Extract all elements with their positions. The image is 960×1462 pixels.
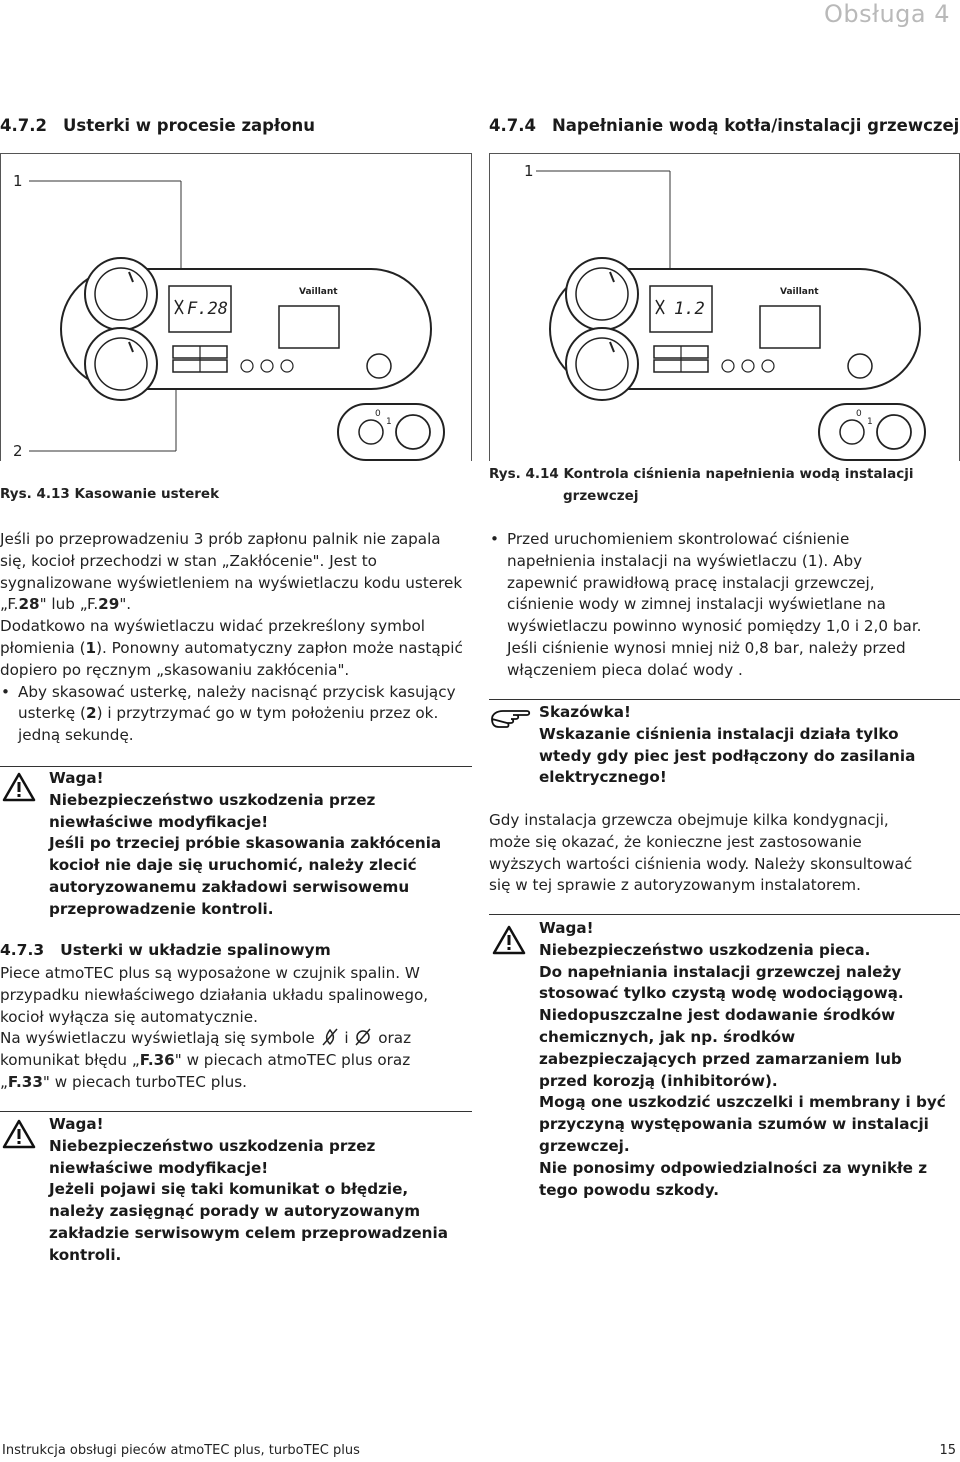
callout-1: 1 [13, 172, 23, 190]
hint-box: Skazówka! Wskazanie ciśnienia instalacji działa tylko wtedy gdy piec jest podłączony do zasilania elektrycznego! [539, 702, 959, 789]
reset-button[interactable] [877, 415, 911, 449]
switch-label-1: 1 [386, 417, 392, 427]
section-heading-4-7-3: 4.7.3 Usterki w układzie spalinowym [0, 941, 331, 959]
figure-caption-4-14-line1: Rys. 4.14 Kontrola ciśnienia napełnienia wodą instalacji [489, 466, 914, 482]
divider [489, 699, 960, 700]
hint-label: Skazówka! [539, 703, 631, 721]
switch-label-0: 0 [375, 409, 381, 419]
p-icon [281, 360, 293, 372]
divider [0, 1111, 472, 1112]
brand-logo: Vaillant [299, 287, 338, 297]
figure-caption-4-14-line2: grzewczej [563, 488, 639, 504]
section-number: 4.7.2 [0, 116, 47, 135]
section-heading-4-7-2 [0, 116, 315, 135]
switch-label-0: 0 [856, 409, 862, 419]
pressure-knob[interactable] [367, 354, 391, 378]
boiler-panel-illustration [1, 154, 473, 462]
f-icon [742, 360, 754, 372]
divider [0, 766, 472, 767]
warning-label: Waga! [49, 1115, 104, 1133]
screen-window [279, 306, 339, 348]
chapter-title: Obsługa 4 [824, 0, 950, 28]
main-switch[interactable] [840, 420, 864, 444]
warning-box-1: Waga! Niebezpieczeństwo uszkodzenia przez niewłaściwe modyfikacje! Jeśli po trzeciej próbie skasowania zakłócenia kocioł nie daje się uruchomić, należy zlecić autoryzowanemu zakładowi serwisowemu przeprowadzenie kontroli. [49, 768, 469, 921]
section-title: Napełnianie wodą kotła/instalacji grzewczej [551, 116, 960, 135]
boiler-panel-illustration [490, 154, 960, 462]
i-icon [722, 360, 734, 372]
figure-reset-fault [0, 153, 472, 461]
page-number: 15 [939, 1443, 956, 1458]
section-heading-4-7-4 [489, 116, 959, 135]
warning-triangle-icon [2, 772, 36, 802]
divider [489, 914, 960, 915]
warning-triangle-icon [492, 925, 526, 955]
callout-1: 1 [524, 162, 534, 180]
brand-logo: Vaillant [780, 287, 819, 297]
main-switch[interactable] [359, 420, 383, 444]
i-icon [241, 360, 253, 372]
left-body-text [0, 529, 468, 747]
display-code: F.28 [187, 299, 228, 319]
warning-triangle-icon [2, 1119, 36, 1149]
f-icon [261, 360, 273, 372]
bullet-reset: • Aby skasować usterkę, należy nacisnąć przycisk kasujący usterkę (2) i przytrzymać go w tym położeniu przez ok. jedną sekundę. [0, 682, 468, 747]
section-number: 4.7.4 [489, 116, 536, 135]
paragraph-flue: Piece atmoTEC plus są wyposażone w czujnik spalin. W przypadku niewłaściwego działania układu spalinowego, kocioł wyłącza się automatycznie. Na wyświetlaczu wyświetlają się symbole i oraz komunikat błędu „F.36" w piecach atmoTEC plus oraz „F.33" w piecach turboTEC plus. [0, 964, 429, 1091]
warning-label: Waga! [49, 769, 104, 787]
screen-window [760, 306, 820, 348]
crossed-flue-icon [353, 1028, 373, 1046]
reset-button[interactable] [396, 415, 430, 449]
right-bullet-pressure: • Przed uruchomieniem skontrolować ciśnienie napełnienia instalacji na wyświetlaczu (1). Aby zapewnić prawidłową pracę instalacji grzewczej, ciśnienie wody w zimnej instalacji wyświetlane na wyświetlaczu powinno wynosić pomiędzy 1,0 i 2,0 bar. Jeśli ciśnienie wynosi mniej niż 0,8 bar, należy przed włączeniem pieca dolać wody . [489, 529, 960, 682]
paragraph-flame-symbol: Dodatkowo na wyświetlaczu widać przekreślony symbol płomienia (1). Ponowny automatyczny zapłon może nastąpić dopiero po ręcznym „skasowaniu zakłócenia". [0, 617, 463, 679]
switch-label-1: 1 [867, 417, 873, 427]
section-title: Usterki w procesie zapłonu [62, 116, 315, 135]
paragraph-multistorey: Gdy instalacja grzewcza obejmuje kilka kondygnacji, może się okazać, że konieczne jest zastosowanie wyższych wartości ciśnienia wody. Należy skonsultować się w tej sprawie z autoryzowanym instalatorem. [489, 811, 913, 895]
p-icon [762, 360, 774, 372]
pressure-knob[interactable] [848, 354, 872, 378]
display-pressure: 1.2 [674, 299, 705, 319]
pointing-hand-icon [489, 705, 533, 731]
paragraph-ignition: Jeśli po przeprowadzeniu 3 prób zapłonu palnik nie zapala się, kocioł przechodzi w stan „Zakłócenie". Jest to sygnalizowane wyświetleniem na wyświetlaczu kodu usterek „F.28" lub „F.29". [0, 530, 463, 614]
warning-box-3: Waga! Niebezpieczeństwo uszkodzenia pieca. Do napełniania instalacji grzewczej należy stosować tylko czystą wodę wodociągową. Niedopuszczalne jest dodawanie środków chemicznych, jak np. środków zabezpieczających przed zamarzaniem lub przed korozją (inhibitorów). Mogą one uszkodzić uszczelki i membrany i być przyczyną występowania szumów w instalacji grzewczej. Nie ponosimy odpowiedzialności za wynikłe z tego powodu szkody. [539, 918, 959, 1201]
crossed-flame-icon [320, 1028, 340, 1046]
warning-label: Waga! [539, 919, 594, 937]
callout-2: 2 [13, 442, 23, 460]
figure-caption-4-13: Rys. 4.13 Kasowanie usterek [0, 486, 220, 502]
warning-box-2: Waga! Niebezpieczeństwo uszkodzenia przez niewłaściwe modyfikacje! Jeżeli pojawi się taki komunikat o błędzie, należy zasięgnąć porady w autoryzowanym zakładzie serwisowym celem przeprowadzenia kontroli. [49, 1114, 469, 1267]
footer-document-title: Instrukcja obsługi pieców atmoTEC plus, turboTEC plus [2, 1443, 360, 1458]
figure-pressure-check [489, 153, 960, 461]
